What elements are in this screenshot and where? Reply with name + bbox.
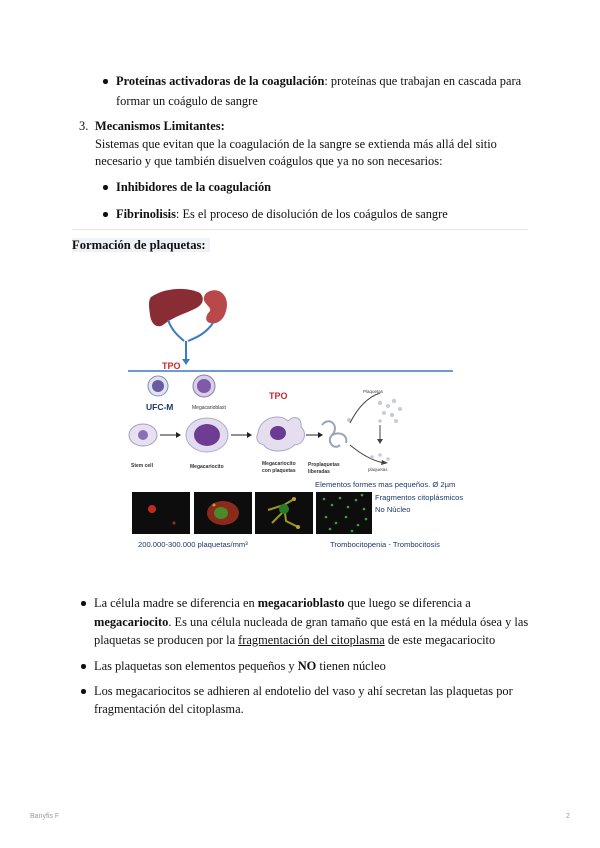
conteo-label: 200.000-300.000 plaquetas/mm³ — [138, 540, 248, 549]
list-item-endotelio-line2: fragmentación del citoplasma. — [94, 702, 244, 716]
footer-left: Banyfis F — [30, 813, 60, 820]
section-description-line1: Sistemas que evitan que la coagulación de la sangre se extienda más allá del sitio — [95, 137, 497, 151]
trombo-label: Trombocitopenia - Trombocitosis — [330, 540, 440, 549]
mega-plaquetas-label-1: Megacariocito — [262, 461, 296, 467]
proplaquetas — [322, 421, 346, 447]
bullet-dot — [81, 601, 86, 606]
list-item-megacarioblasto-line2: megacariocito. Es una célula nucleada de gran tamaño que está en la médula ósea y las — [94, 615, 529, 629]
micrograph-1 — [132, 492, 190, 534]
tpo-top-label: TPO — [162, 361, 181, 371]
section-heading: Formación de plaquetas: — [72, 235, 210, 255]
platelet-cluster — [378, 399, 402, 423]
list-item-inhibidores: Inhibidores de la coagulación — [116, 180, 272, 194]
plaquetas-bottom-label: plaquetas — [368, 467, 388, 472]
platelet-formation-figure — [118, 285, 482, 551]
micrograph-4 — [316, 492, 372, 534]
list-item-continuation: formar un coágulo de sangre — [116, 94, 258, 108]
proplaquetas-label-1: Proplaquetas — [308, 462, 340, 468]
kidney-icon — [204, 290, 227, 323]
micrograph-3 — [255, 492, 313, 534]
divider — [72, 229, 528, 230]
bullet-dot — [81, 689, 86, 694]
bullet-dot — [103, 79, 108, 84]
megacariocito-label: Megacariocito — [190, 464, 224, 470]
ufc-m-label: UFC-M — [146, 402, 174, 412]
list-item-endotelio: Los megacariocitos se adhieren al endotelio del vaso y ahí secretan las plaquetas por — [94, 684, 513, 698]
list-item-megacarioblasto-line3: plaquetas se producen por la fragmentación del citoplasma de este megacariocito — [94, 633, 496, 647]
fragmentacion-underlined: fragmentación del citoplasma — [238, 633, 385, 647]
list-item-proteinas — [116, 71, 536, 91]
bullet-dot — [103, 185, 108, 190]
list-item-plaquetas: Las plaquetas son elementos pequeños y NO tienen núcleo — [94, 659, 386, 673]
bullet-dot — [103, 212, 108, 217]
section-description-line2: necesario y que también disuelven coágulos que ya no son necesarios: — [95, 154, 443, 168]
proplaquetas-label-2: liberadas — [308, 469, 330, 475]
liver-icon — [149, 289, 203, 326]
fragmentos-label: Fragmentos citoplásmicos — [375, 493, 464, 502]
elementos-label: Elementos formes mas pequeños. Ø 2µm — [315, 480, 456, 489]
section-title: Mecanismos Limitantes: — [95, 119, 225, 133]
mega-plaquetas-label-2: con plaquetas — [262, 468, 296, 474]
tpo-mid-label: TPO — [269, 391, 288, 401]
list-item-fibrinolisis: Fibrinolisis: Es el proceso de disolución de los coágulos de sangre — [116, 207, 448, 221]
no-nucleo-label: No Núcleo — [375, 505, 411, 514]
page-number: 2 — [566, 813, 570, 820]
list-item-bold: Proteínas activadoras de la coagulación — [116, 74, 325, 88]
bullet-dot — [81, 664, 86, 669]
section-number: 3. — [79, 119, 89, 133]
figure-svg — [118, 285, 482, 551]
stem-cell-label: Stem cell — [131, 463, 153, 469]
plaquetas-top-label: Plaquetas — [363, 389, 384, 394]
arrow-kidney — [188, 323, 213, 341]
list-item-megacarioblasto: La célula madre se diferencia en megacarioblasto que luego se diferencia a — [94, 596, 471, 610]
megacarioblast-label: Megacarioblast — [192, 405, 226, 411]
micrograph-2 — [194, 492, 252, 534]
arrow-liver — [168, 320, 184, 341]
list-item-text: : proteínas que trabajan en cascada para — [324, 74, 522, 88]
